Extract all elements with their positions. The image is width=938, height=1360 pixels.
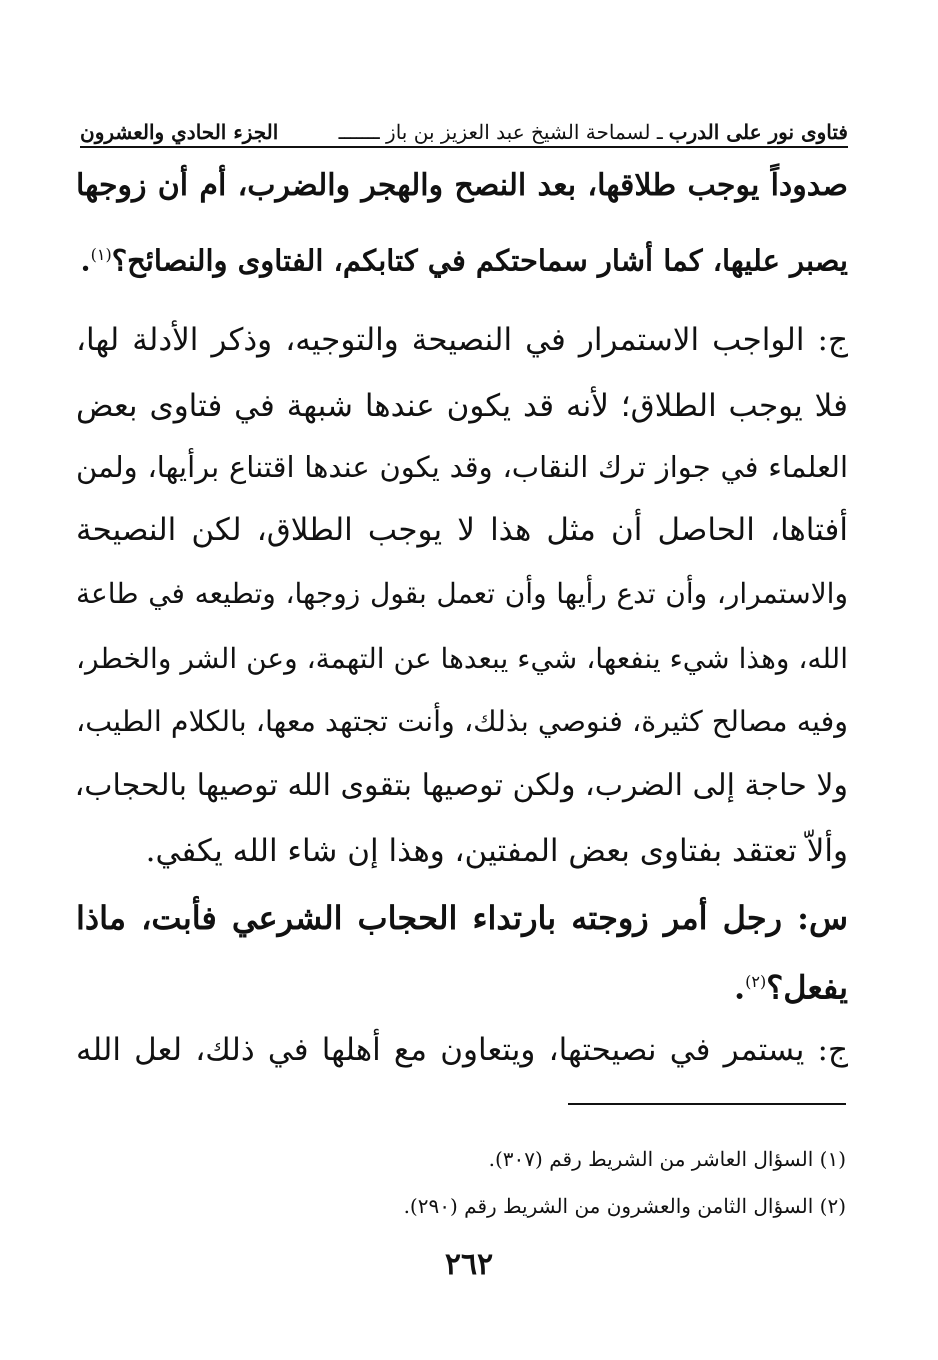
header-author: ـ لسماحة الشيخ عبد العزيز بن باز ـــــــ bbox=[338, 120, 663, 144]
answer-1-line-7: وفيه مصالح كثيرة، فنوصي بذلك، وأنت تجتهد معها، بالكلام الطيب، bbox=[76, 705, 848, 738]
footnote-ref-1: (١) bbox=[90, 245, 112, 264]
question-2-line-1: س: رجل أمر زوجته بارتداء الحجاب الشرعي فأبت، ماذا bbox=[76, 899, 848, 937]
header-volume: الجزء الحادي والعشرون bbox=[80, 120, 279, 144]
answer-1-line-5: والاستمرار، وأن تدع رأيها وأن تعمل بقول زوجها، وتطيعه في طاعة bbox=[76, 577, 848, 610]
page-number: ٢٦٢ bbox=[444, 1247, 494, 1282]
answer-2-line-1: ج: يستمر في نصيحتها، ويتعاون مع أهلها في ذلك، لعل الله bbox=[76, 1032, 848, 1068]
answer-1-line-9: وألاّ تعتقد بفتاوى بعض المفتين، وهذا إن شاء الله يكفي. bbox=[145, 833, 848, 869]
answer-1-line-8: ولا حاجة إلى الضرب، ولكن توصيها بتقوى الله توصيها بالحجاب، bbox=[74, 768, 848, 803]
answer-1-line-1: ج: الواجب الاستمرار في النصيحة والتوجيه، وذكر الأدلة لها، bbox=[76, 322, 848, 358]
footnote-1: (١) السؤال العاشر من الشريط رقم (٣٠٧). bbox=[488, 1147, 846, 1171]
answer-1-line-6: الله، وهذا شيء ينفعها، شيء يبعدها عن التهمة، وعن الشر والخطر، bbox=[76, 642, 848, 675]
footnote-separator bbox=[568, 1103, 846, 1105]
question-1-line-2: يصبر عليها، كما أشار سماحتكم في كتابكم، الفتاوى والنصائح؟$^{(١)}$. bbox=[80, 243, 848, 278]
footnote-ref-2: (٢) bbox=[745, 972, 767, 991]
question-2-line-2: يفعل؟$^{(٢)}$. bbox=[734, 968, 848, 1007]
header-book-title: فتاوى نور على الدرب bbox=[668, 120, 848, 144]
running-header bbox=[80, 112, 848, 148]
answer-1-line-4: أفتاها، الحاصل أن مثل هذا لا يوجب الطلاق، لكن النصيحة bbox=[76, 512, 848, 548]
question-1-line-1: صدوداً يوجب طلاقها، بعد النصح والهجر والضرب، أم أن زوجها bbox=[76, 168, 848, 203]
answer-1-line-3: العلماء في جواز ترك النقاب، وقد يكون عندها اقتناع برأيها، ولمن bbox=[76, 450, 848, 484]
question-1-text: يصبر عليها، كما أشار سماحتكم في كتابكم، الفتاوى والنصائح؟ bbox=[111, 243, 848, 278]
question-2-text: يفعل؟ bbox=[766, 968, 848, 1007]
footnote-2: (٢) السؤال الثامن والعشرون من الشريط رقم (٢٩٠). bbox=[403, 1194, 846, 1218]
answer-1-line-2: فلا يوجب الطلاق؛ لأنه قد يكون عندها شبهة في فتاوى بعض bbox=[76, 388, 848, 424]
